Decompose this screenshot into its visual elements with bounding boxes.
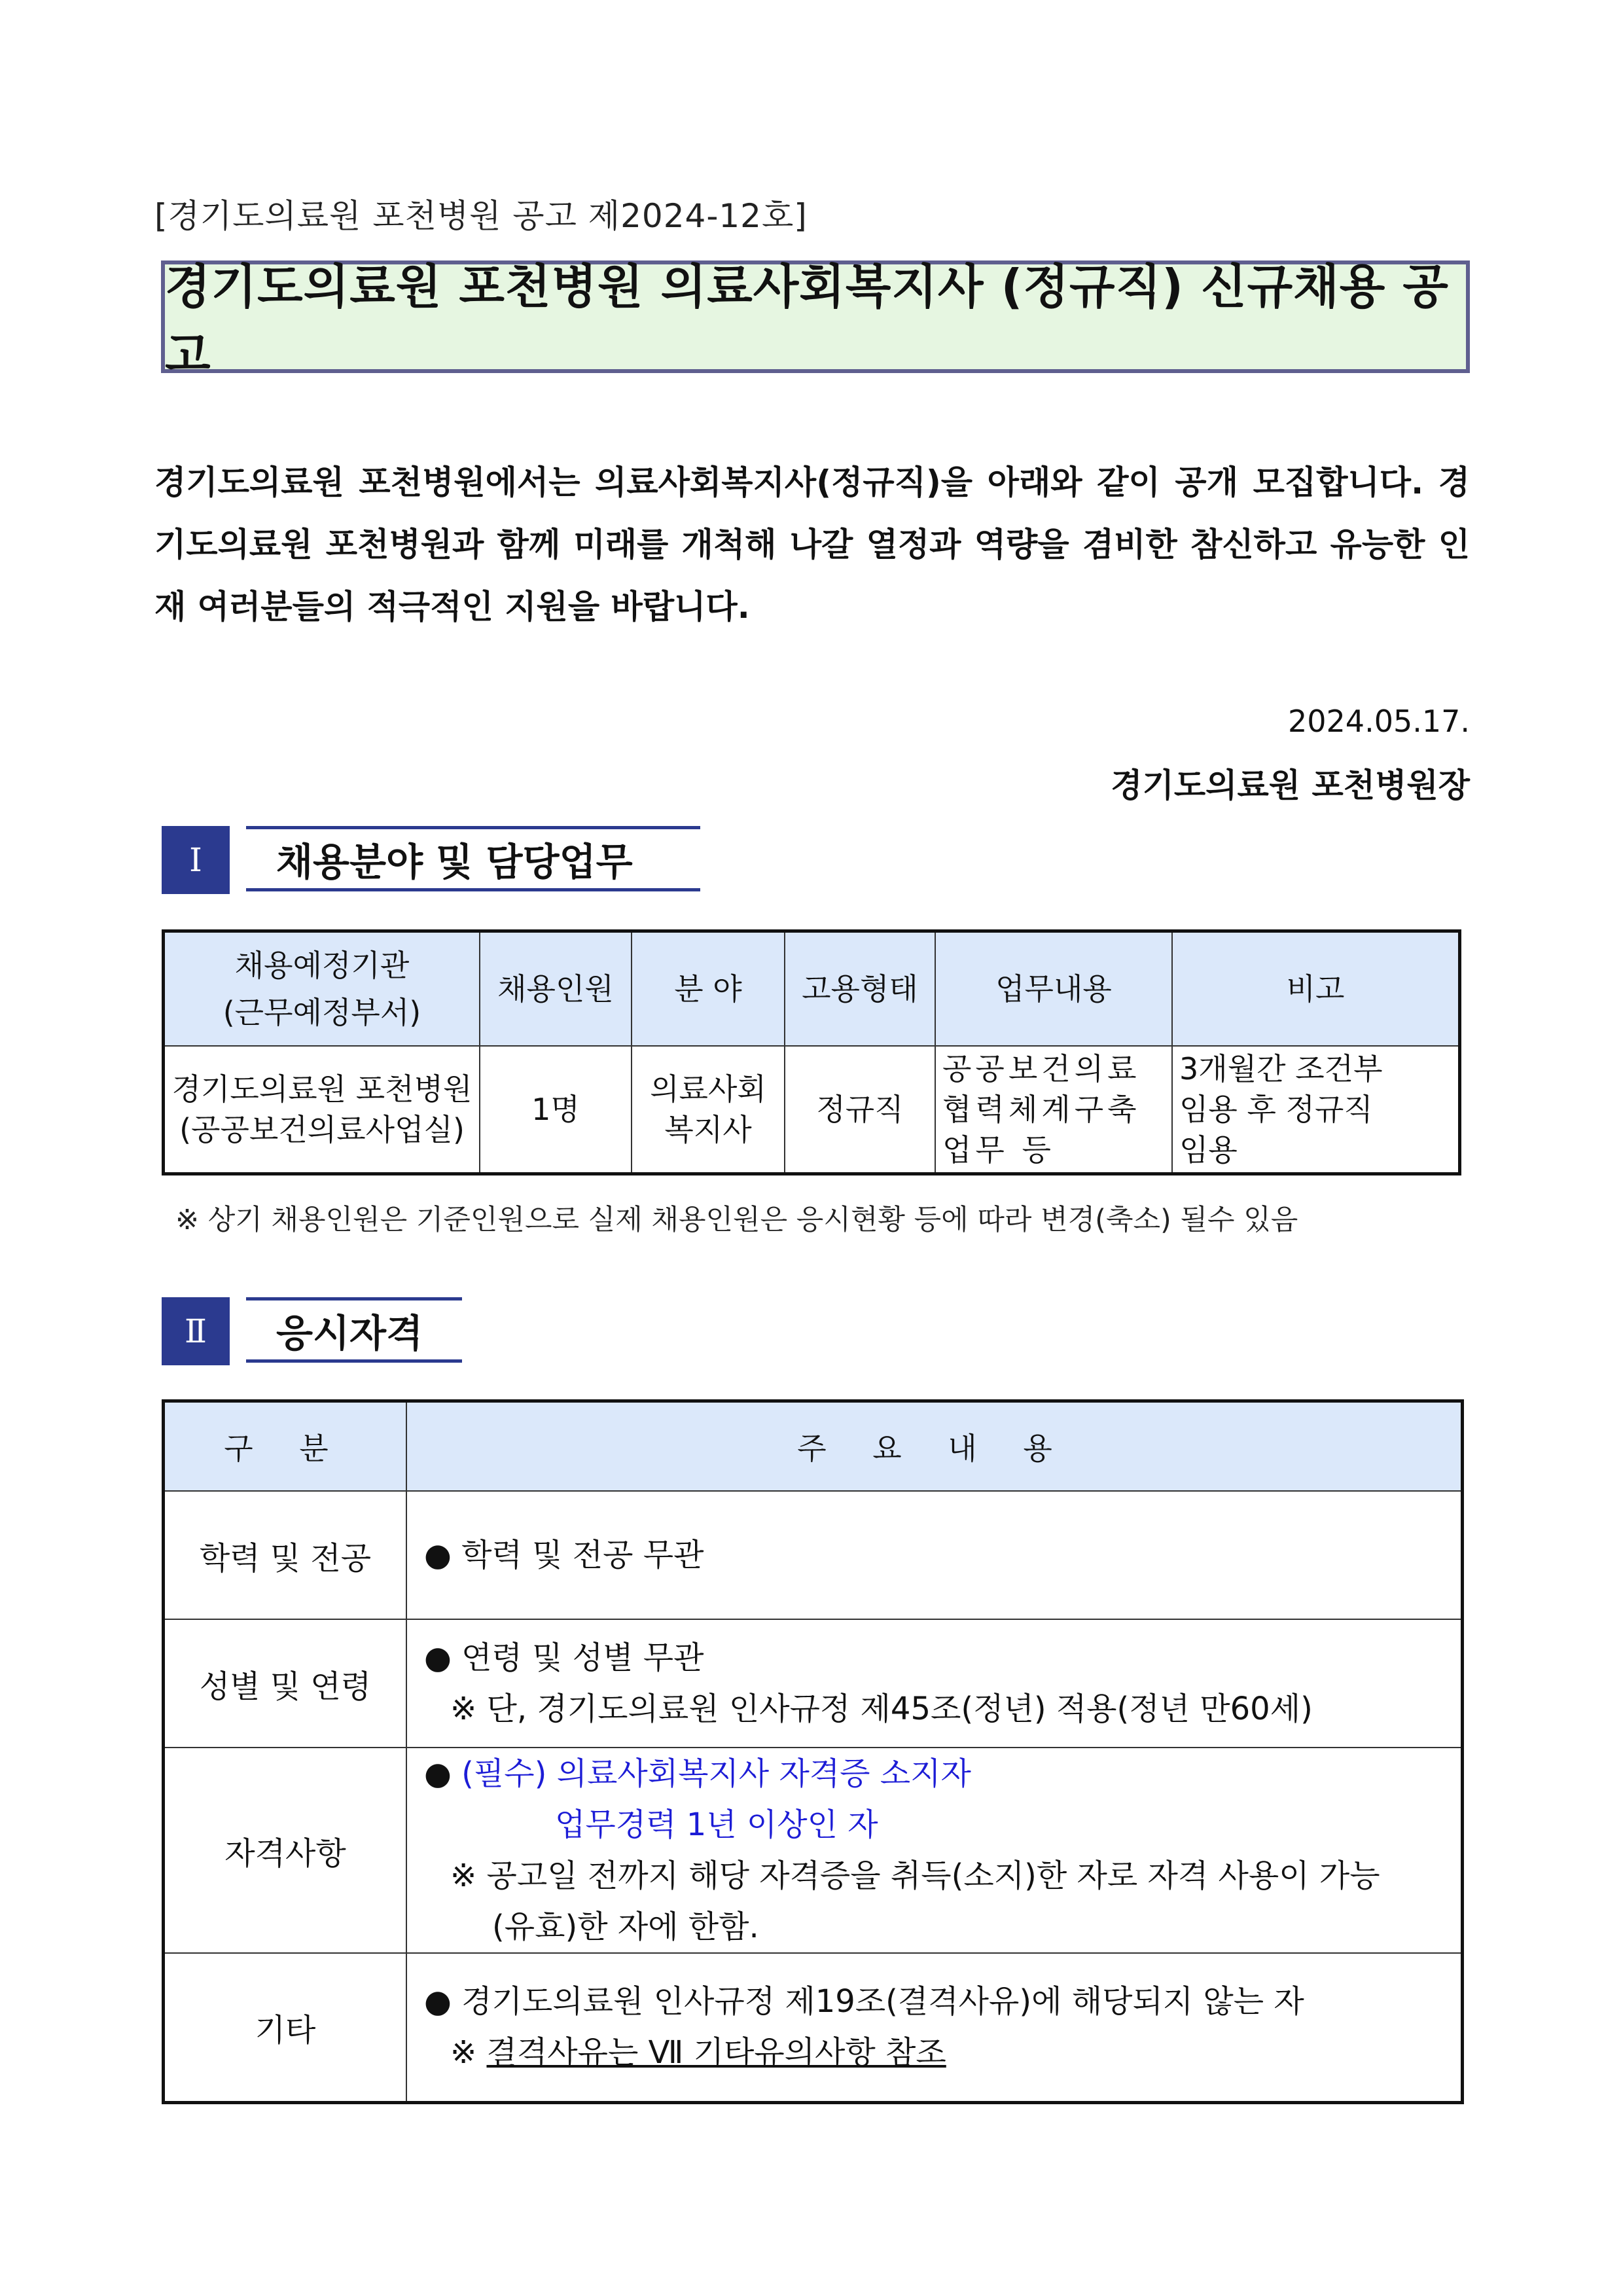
cell-remark: 3개월간 조건부 임용 후 정규직 임용 xyxy=(1172,1046,1460,1174)
table-row xyxy=(164,1748,1463,1953)
table-note: ※ 상기 채용인원은 기준인원으로 실제 채용인원은 응시현황 등에 따라 변경(축소) 될수 있음 xyxy=(175,1204,1298,1236)
intro-paragraph: 경기도의료원 포천병원에서는 의료사회복지사(정규직)을 아래와 같이 공개 모집합니다. 경기도의료원 포천병원과 함께 미래를 개척해 나갈 열정과 역량을 겸비한 참신하고 유능한 인재 여러분들의 적극적인 지원을 바랍니다. xyxy=(154,463,1471,626)
notice-date: 2024.05.17. xyxy=(1288,704,1470,739)
cell-qualification-content: ● (필수) 의료사회복지사 자격증 소지자 업무경력 1년 이상인 자 ※ 공고일 전까지 해당 자격증을 취득(소지)한 자로 자격 사용이 가능 (유효)한 자에 한함. xyxy=(406,1748,1463,1953)
notice-number: [경기도의료원 포천병원 공고 제2024-12호] xyxy=(154,197,808,235)
table-row xyxy=(164,1046,1460,1174)
header-content: 주 요 내 용 xyxy=(406,1401,1463,1492)
cell-etc-category: 기타 xyxy=(164,1953,407,2102)
qualification-table xyxy=(162,1399,1464,2104)
cell-education-category: 학력 및 전공 xyxy=(164,1491,407,1619)
header-duty: 업무내용 xyxy=(935,931,1172,1047)
issuer-name: 경기도의료원 포천병원장 xyxy=(1111,766,1470,804)
table-row xyxy=(164,1491,1463,1619)
page-title: 경기도의료원 포천병원 의료사회복지사 (정규직) 신규채용 공고 xyxy=(165,259,1449,382)
recruitment-table xyxy=(162,929,1461,1175)
table-row xyxy=(164,1619,1463,1748)
header-category: 구 분 xyxy=(164,1401,407,1492)
header-type: 고용형태 xyxy=(785,931,935,1047)
cell-gender-age-category: 성별 및 연령 xyxy=(164,1619,407,1748)
table-row xyxy=(164,1953,1463,2102)
title-box xyxy=(161,259,1470,382)
cell-type: 정규직 xyxy=(785,1046,935,1174)
cell-field: 의료사회 복지사 xyxy=(632,1046,785,1174)
table-header-row xyxy=(164,1401,1463,1492)
cell-org: 경기도의료원 포천병원 (공공보건의료사업실) xyxy=(164,1046,480,1174)
header-org: 채용예정기관 (근무예정부서) xyxy=(164,931,480,1047)
section1-title: 채용분야 및 담당업무 xyxy=(246,826,700,891)
cell-gender-age-content: ● 연령 및 성별 무관 ※ 단, 경기도의료원 인사규정 제45조(정년) 적용(정년 만60세) xyxy=(406,1619,1463,1748)
cell-education-content: ● 학력 및 전공 무관 xyxy=(406,1491,1463,1619)
disqualification-reference: 결격사유는 Ⅶ 기타유의사항 참조 xyxy=(486,2034,946,2072)
cell-qualification-category: 자격사항 xyxy=(164,1748,407,1953)
section2-title: 응시자격 xyxy=(246,1297,462,1363)
section1-number: Ⅰ xyxy=(162,826,230,894)
cell-duty: 공공보건의료 협력체계구축 업무 등 xyxy=(935,1046,1172,1174)
header-remark: 비고 xyxy=(1172,931,1460,1047)
section2-number: Ⅱ xyxy=(162,1297,230,1365)
header-count: 채용인원 xyxy=(480,931,632,1047)
cell-etc-content: ● 경기도의료원 인사규정 제19조(결격사유)에 해당되지 않는 자 ※ 결격사유는 Ⅶ 기타유의사항 참조 xyxy=(406,1953,1463,2102)
table-header-row xyxy=(164,931,1460,1047)
header-field: 분 야 xyxy=(632,931,785,1047)
cell-count: 1명 xyxy=(480,1046,632,1174)
